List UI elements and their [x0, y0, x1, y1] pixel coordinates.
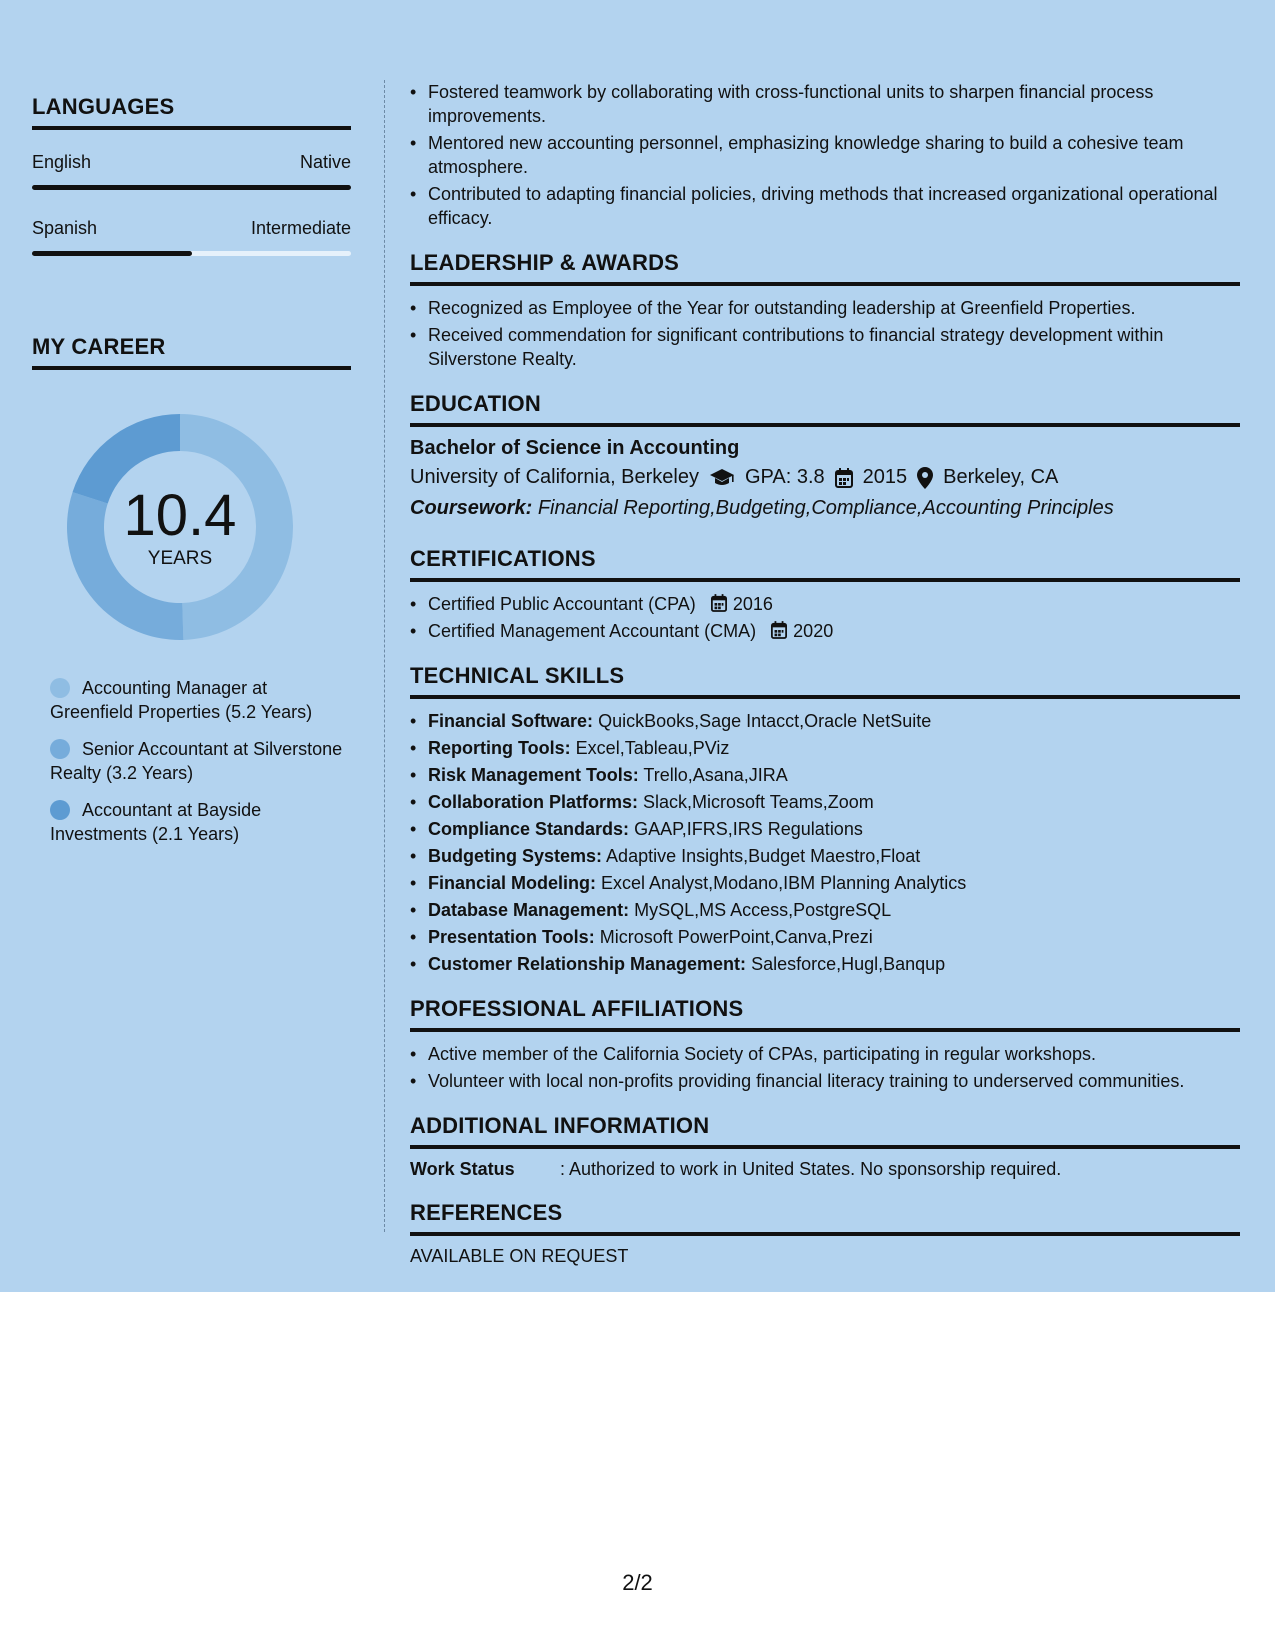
certifications-section — [410, 546, 1240, 643]
skill-category: Financial Modeling: — [428, 873, 597, 893]
graduation-cap-icon — [709, 468, 735, 488]
education-section — [410, 391, 1240, 520]
skill-category: Compliance Standards: — [428, 819, 630, 839]
skill-category: Database Management: — [428, 900, 630, 920]
skill-category: Customer Relationship Management: — [428, 954, 747, 974]
calendar-icon — [835, 468, 853, 488]
certification-year: 2016 — [732, 594, 773, 614]
career-heading: MY CAREER — [32, 334, 351, 370]
list-item: • Mentored new accounting personnel, emphasizing knowledge sharing to build a cohesive team atmosphere. — [410, 131, 1240, 179]
coursework-label: Coursework: — [410, 497, 533, 519]
coursework — [410, 497, 1240, 520]
language-spanish — [32, 218, 351, 256]
leadership-heading: LEADERSHIP & AWARDS — [410, 250, 1240, 286]
experience-bullets — [410, 80, 1240, 230]
list-item: • Recognized as Employee of the Year for outstanding leadership at Greenfield Properties. — [410, 296, 1240, 320]
list-item: • Contributed to adapting financial policies, driving methods that increased organizational operational efficacy. — [410, 182, 1240, 230]
list-item: • Fostered teamwork by collaborating with cross-functional units to sharpen financial process improvements. — [410, 80, 1240, 128]
legend-label: Accounting Manager at Greenfield Properties (5.2 Years) — [50, 678, 313, 722]
legend-item — [50, 798, 351, 846]
language-proficiency-bar — [32, 185, 351, 190]
column-divider — [384, 80, 385, 1232]
list-item — [410, 817, 1240, 841]
legend-item — [50, 676, 351, 724]
language-name: English — [32, 152, 92, 172]
skill-values: Excel Analyst,Modano,IBM Planning Analytics — [601, 873, 967, 893]
gpa: GPA: 3.8 — [745, 466, 825, 488]
left-column — [32, 94, 351, 859]
skill-category: Financial Software: — [428, 711, 594, 731]
language-name: Spanish — [32, 218, 98, 238]
language-level: Intermediate — [250, 218, 351, 238]
graduation-year: 2015 — [862, 466, 908, 488]
skill-category: Risk Management Tools: — [428, 765, 639, 785]
skill-values: MySQL,MS Access,PostgreSQL — [634, 900, 892, 920]
list-item: • Volunteer with local non-profits providing financial literacy training to underserved communities. — [410, 1069, 1240, 1093]
references-section — [410, 1200, 1240, 1267]
certification-name: Certified Management Accountant (CMA) — [428, 621, 757, 641]
language-proficiency-fill — [32, 251, 192, 256]
skill-category: Collaboration Platforms: — [428, 792, 639, 812]
skill-category: Reporting Tools: — [428, 738, 571, 758]
references-heading: REFERENCES — [410, 1200, 1240, 1236]
skill-values: Adaptive Insights,Budget Maestro,Float — [606, 846, 921, 866]
list-item: • Received commendation for significant contributions to financial strategy development within Silverstone Realty. — [410, 323, 1240, 371]
affiliations-heading: PROFESSIONAL AFFILIATIONS — [410, 996, 1240, 1032]
degree-title: Bachelor of Science in Accounting — [410, 437, 740, 459]
certifications-heading: CERTIFICATIONS — [410, 546, 1240, 582]
list-item — [410, 790, 1240, 814]
certification-year: 2020 — [793, 621, 834, 641]
legend-dot — [50, 800, 70, 820]
references-text: AVAILABLE ON REQUEST — [410, 1246, 629, 1266]
list-item: • Active member of the California Society of CPAs, participating in regular workshops. — [410, 1042, 1240, 1066]
skill-values: QuickBooks,Sage Intacct,Oracle NetSuite — [598, 711, 932, 731]
technical-skills-section — [410, 663, 1240, 976]
skill-values: Excel,Tableau,PViz — [575, 738, 730, 758]
list-item — [410, 871, 1240, 895]
career-total-unit: YEARS — [147, 548, 213, 569]
education-details — [410, 466, 1240, 489]
technical-skills-list — [410, 709, 1240, 976]
list-item — [410, 925, 1240, 949]
school-name: University of California, Berkeley — [410, 466, 699, 488]
right-column — [410, 80, 1240, 1267]
legend-label: Senior Accountant at Silverstone Realty (3.2 Years) — [50, 739, 343, 783]
skill-values: Salesforce,Hugl,Banqup — [751, 954, 946, 974]
language-english — [32, 152, 351, 190]
affiliations-section — [410, 996, 1240, 1093]
education-heading: EDUCATION — [410, 391, 1240, 427]
list-item — [410, 952, 1240, 976]
list-item — [410, 619, 1240, 643]
certification-name: Certified Public Accountant (CPA) — [428, 594, 696, 614]
work-status-value: : Authorized to work in United States. No sponsorship required. — [560, 1159, 1062, 1179]
language-proficiency-fill — [32, 185, 351, 190]
skill-values: Slack,Microsoft Teams,Zoom — [643, 792, 874, 812]
additional-info-section — [410, 1113, 1240, 1180]
coursework-list: Financial Reporting,Budgeting,Compliance,Accounting Principles — [537, 497, 1114, 519]
list-item — [410, 898, 1240, 922]
additional-info-heading: ADDITIONAL INFORMATION — [410, 1113, 1240, 1149]
location-pin-icon — [917, 467, 933, 489]
skill-values: GAAP,IFRS,IRS Regulations — [634, 819, 863, 839]
list-item — [410, 736, 1240, 760]
list-item — [410, 592, 1240, 616]
list-item — [410, 763, 1240, 787]
list-item — [410, 709, 1240, 733]
technical-skills-heading: TECHNICAL SKILLS — [410, 663, 1240, 699]
skill-category: Budgeting Systems: — [428, 846, 603, 866]
language-level: Native — [299, 152, 351, 172]
school-location: Berkeley, CA — [943, 466, 1059, 488]
calendar-icon — [711, 594, 727, 612]
leadership-section — [410, 250, 1240, 371]
career-legend — [50, 676, 351, 846]
career-total-years: 10.4 — [123, 483, 237, 548]
languages-heading: LANGUAGES — [32, 94, 351, 130]
legend-item — [50, 737, 351, 785]
skill-values: Microsoft PowerPoint,Canva,Prezi — [599, 927, 873, 947]
legend-dot — [50, 739, 70, 759]
legend-dot — [50, 678, 70, 698]
work-status-label: Work Status — [410, 1159, 515, 1179]
skill-values: Trello,Asana,JIRA — [643, 765, 788, 785]
legend-label: Accountant at Bayside Investments (2.1 Years) — [50, 800, 262, 844]
skill-category: Presentation Tools: — [428, 927, 595, 947]
calendar-icon — [771, 621, 787, 639]
list-item — [410, 844, 1240, 868]
career-donut-chart — [67, 414, 293, 640]
page-number: 2/2 — [622, 1570, 653, 1595]
language-proficiency-bar — [32, 251, 351, 256]
